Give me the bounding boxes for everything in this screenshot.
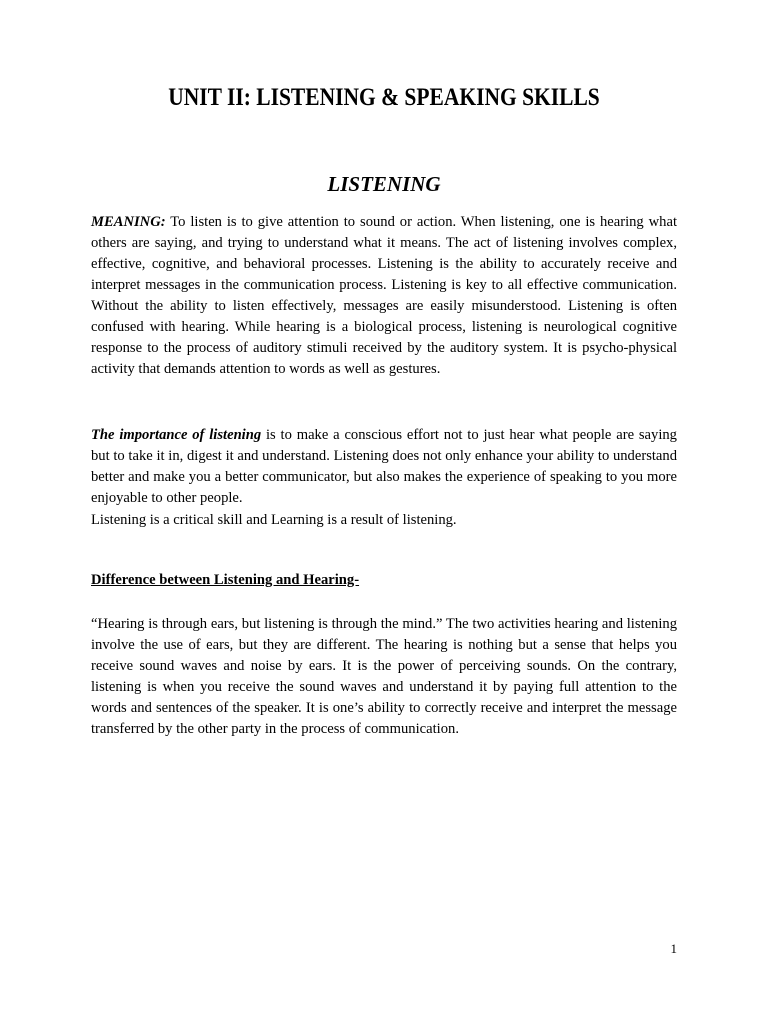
document-title: UNIT II: LISTENING & SPEAKING SKILLS [168, 84, 600, 111]
meaning-text: To listen is to give attention to sound or action. When listening, one is hearing what others are saying, and trying to understand what it means. The act of listening involves complex, effective, cognitive, and behavioral processes. Listening is the ability to accurately receive and interpret messages in the communication process. Listening is key to all effective communication. Without the ability to listen effectively, messages are easily misunderstood. Listening is often confused with hearing. While hearing is a biological process, listening is neurological cognitive response to the process of auditory stimuli received by the auditory system. It is psycho-physical activity that demands attention to words as well as gestures. [91, 214, 677, 377]
difference-paragraph: “Hearing is through ears, but listening is through the mind.” The two activities hearing and listening involve the use of ears, but they are different. The hearing is nothing but a sense that helps you receive sound waves and noise by ears. It is the power of perceiving sounds. On the contrary, listening is when you receive the sound waves and understand it by paying full attention to the words and sentences of the speaker. It is one’s ability to correctly receive and interpret the message transferred by the other party in the process of communication. [91, 616, 677, 737]
page-number: 1 [670, 941, 677, 956]
meaning-lead: MEANING: [91, 214, 166, 230]
section-title: LISTENING [327, 172, 441, 196]
difference-heading: Difference between Listening and Hearing- [91, 572, 360, 588]
importance-text: is to make a conscious effort not to just hear what people are saying but to take it in, digest it and understand. Listening does not only enhance your ability to understand better and make you a better communicator, but also makes the experience of speaking to you more enjoyable to other people. [91, 427, 677, 506]
importance-lead: The importance of listening [91, 427, 262, 443]
critical-skill-line: Listening is a critical skill and Learning is a result of listening. [91, 512, 457, 528]
meaning-paragraph [91, 212, 677, 380]
importance-paragraph [91, 425, 677, 509]
